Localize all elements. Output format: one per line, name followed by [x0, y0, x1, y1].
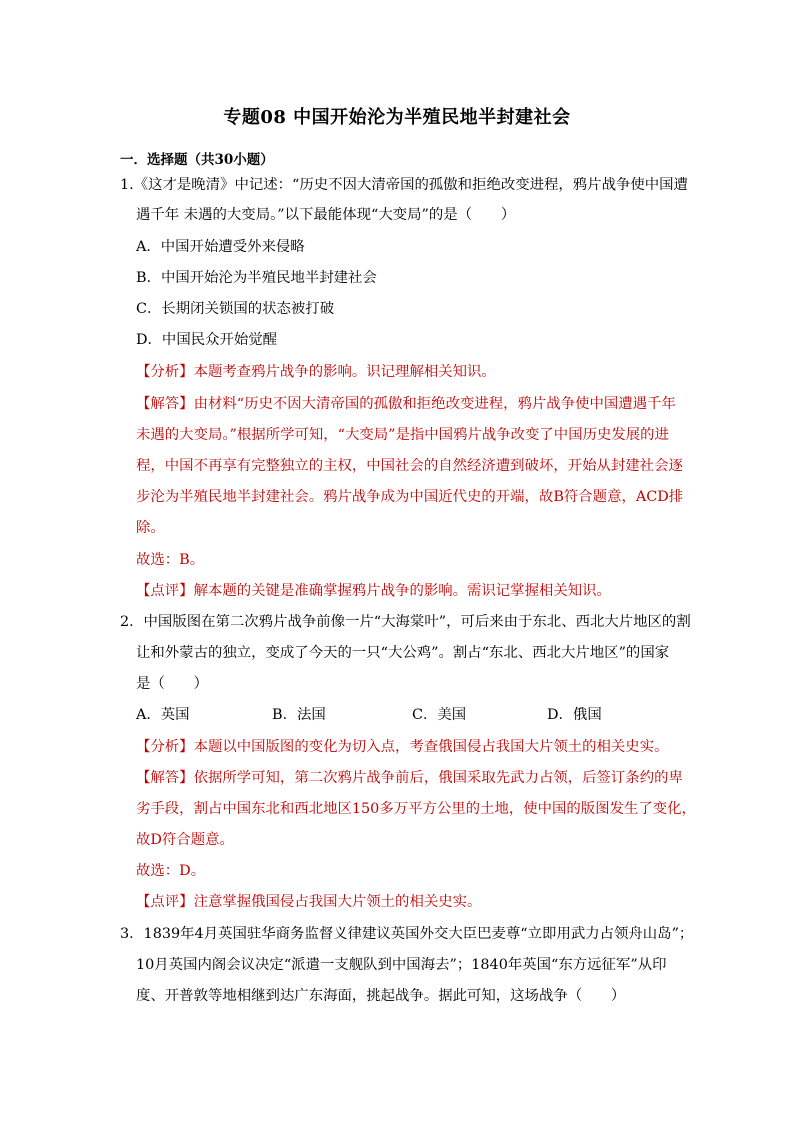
q3-stem-line-1: 3．1839年4月英国驻华商务监督义律建议英国外交大臣巴麦尊“立即用武力占领舟山岛”；: [120, 926, 694, 942]
q1-comment-tag: 【点评】: [136, 583, 194, 599]
q2-answer-text-1: 依据所学可知，第二次鸦片战争前后，俄国采取先武力占领，后签订条约的卑: [193, 770, 683, 786]
q1-answer-line-1: [136, 394, 676, 414]
q1-answer-tag: 【解答】: [136, 396, 194, 412]
q2-analysis: [136, 737, 668, 757]
q3-stem-line-3: 度、开普敦等地相继到达广东海面，挑起战争。据此可知，这场战争（ ）: [136, 988, 626, 1004]
section-heading: 一．选择题（共30小题）: [120, 152, 274, 168]
q2-answer-line-2: 劣手段，割占中国东北和西北地区150多万平方公里的土地，使中国的版图发生了变化，: [136, 801, 696, 817]
q2-answer-line-1: [136, 768, 683, 788]
q2-comment: [136, 892, 481, 912]
q1-analysis-text: 本题考查鸦片战争的影响。识记理解相关知识。: [193, 364, 496, 380]
q2-comment-text: 注意掌握俄国侵占我国大片领土的相关史实。: [193, 894, 482, 910]
q1-option-c: C．长期闭关锁国的状态被打破: [136, 301, 335, 317]
q2-answer-tag: 【解答】: [136, 770, 194, 786]
q1-answer-line-3: 程，中国不再享有完整独立的主权，中国社会的自然经济遭到破坏，开始从封建社会逐: [136, 458, 683, 474]
q1-analysis-tag: 【分析】: [136, 364, 194, 380]
q3-stem-line-2: 10月英国内阁会议决定“派遣一支舰队到中国海去”；1840年英国“东方远征军”从印: [136, 957, 667, 973]
page-title: 专题08 中国开始沦为半殖民地半封建社会: [223, 107, 571, 128]
q1-comment: [136, 581, 611, 601]
q2-answer-line-3: 故D符合题意。: [136, 832, 234, 848]
q1-analysis: [136, 362, 496, 382]
q2-stem-line-3: 是（ ）: [136, 676, 208, 692]
q1-answer-text-1: 由材料“历史不因大清帝国的孤傲和拒绝改变进程，鸦片战争使中国遭遇千年: [193, 396, 676, 412]
q2-option-c: C．美国: [412, 707, 467, 723]
q1-choice: 故选：B。: [136, 552, 205, 568]
q1-answer-line-4: 步沦为半殖民地半封建社会。鸦片战争成为中国近代史的开端，故B符合题意，ACD排: [136, 489, 684, 505]
q1-option-a: A．中国开始遭受外来侵略: [136, 239, 305, 255]
q2-analysis-tag: 【分析】: [136, 739, 194, 755]
q2-stem-line-2: 让和外蒙古的独立，变成了今天的一只“大公鸡”。割占“东北、西北大片地区”的国家: [136, 645, 670, 661]
q2-option-b: B．法国: [272, 707, 326, 723]
q1-option-b: B．中国开始沦为半殖民地半封建社会: [136, 270, 377, 286]
q1-answer-line-2: 未遇的大变局。”根据所学可知，“大变局”是指中国鸦片战争改变了中国历史发展的进: [136, 427, 669, 443]
q1-stem-line-1: 1.《这才是晚清》中记述：“历史不因大清帝国的孤傲和拒绝改变进程，鸦片战争使中国遭: [120, 177, 688, 193]
q1-comment-text: 解本题的关键是准确掌握鸦片战争的影响。需识记掌握相关知识。: [193, 583, 611, 599]
q2-stem-line-1: 2．中国版图在第二次鸦片战争前像一片“大海棠叶”，可后来由于东北、西北大片地区的割: [120, 614, 691, 630]
q2-option-a: A．英国: [136, 707, 190, 723]
q1-answer-line-5: 除。: [136, 520, 165, 536]
q1-stem-line-2: 遇千年 未遇的大变局。”以下最能体现“大变局”的是（ ）: [136, 207, 516, 223]
q2-option-d: D．俄国: [547, 707, 602, 723]
q1-option-d: D．中国民众开始觉醒: [136, 332, 278, 348]
q2-comment-tag: 【点评】: [136, 894, 194, 910]
q2-analysis-text: 本题以中国版图的变化为切入点，考查俄国侵占我国大片领土的相关史实。: [193, 739, 669, 755]
q2-choice: 故选：D。: [136, 863, 206, 879]
